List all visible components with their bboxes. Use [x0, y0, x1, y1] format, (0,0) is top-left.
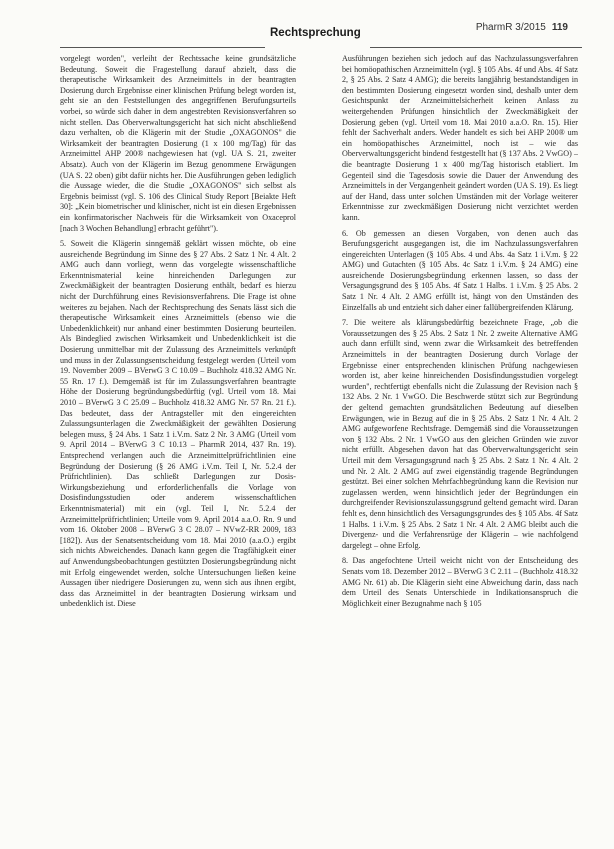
journal-issue: PharmR 3/2015 [475, 22, 546, 33]
paragraph: 5. Soweit die Klägerin sinngemäß geklärt wissen möchte, ob eine ausreichende Begründung im Sinne des § 27 Abs. 2 Satz 1 Nr. 4 Alt. 2 AMG auch dann vorliegt, wenn das vorgelegte wissenschaftliche Erkenntnismaterial keine hinreichenden Darlegungen zur Zweckmäßigkeit der beantragten Dosierung enthält, bedarf es hierzu nicht der Durchführung eines Revisionsverfahrens. Die Frage ist ohne weiteres zu bejahen. Nach der Rechtsprechung des Senats lässt sich die therapeutische Wirksamkeit eines Arzneimittels (ebenso wie die Unbedenklichkeit) nur anhand einer bestimmten Dosierung beurteilen. Als Bindeglied zwischen Wirksamkeit und Unbedenklichkeit ist die Dosierung unmittelbar mit der Zulassung des Arzneimittels verknüpft und muss in der Zulassungsentscheidung festgelegt werden (Urteil vom 19. November 2009 – BVerwG 3 C 10.09 – Buchholz 418.32 AMG Nr. 55 Rn. 17 f.). Demgemäß ist für im Zulassungsverfahren beantragte Höhe der Dosierung begründungsbedürftig (vgl. Urteil vom 18. Mai 2010 – BVerwG 3 C 25.09 – Buchholz 418.32 AMG Nr. 57 Rn. 21 f.). Das bedeutet, dass der Antragsteller mit den eingereichten Zulassungsunterlagen die Zweckmäßigkeit der gewählten Dosierung belegen muss, § 24 Abs. 1 Satz 1 i.V.m. Satz 2 Nr. 3 AMG (Urteil vom 9. April 2014 – BVerwG 3 C 10.13 – PharmR 2014, 437 Rn. 19). Entsprechend verlangen auch die Arzneimittelprüfrichtlinien eine Begründung der Dosierung (§ 26 AMG i.V.m. Teil I, Nr. 5.2.4 der Prüfrichtlinien). Das schließt Darlegungen zur Dosis-Wirkungsbeziehung und erforderlichenfalls die Vorlage von Dosisfindungsstudien oder anderem wissenschaftlichen Erkenntnismaterial) mit ein (vgl. Teil I, Nr. 5.2.4 der Arzneimittelprüfrichtlinien; Urteile vom 9. April 2014 a.a.O. Rn. 9 und vom 16. Oktober 2008 – BVerwG 3 C 28.07 – NVwZ-RR 2009, 183 [182]). Aus der Senatsentscheidung vom 18. Mai 2010 (a.a.O.) ergibt sich nichts Abweichendes. Danach kann gegen die Tragfähigkeit einer auf Anwendungsbeobachtungen gestützten Dosierungsbegründung nicht mit Erfolg eingewendet werden, solche Untersuchungen ließen keine Aussagen über niedrigere Dosierungen zu, wenn sich aus ihnen ergibt, dass das Arzneimittel in der beantragten Dosierung wirksam und unbedenklich ist. Diese [60, 239, 296, 609]
section-title: Rechtsprechung [270, 27, 361, 39]
header-rule-left [60, 47, 265, 48]
left-column [60, 54, 296, 839]
page-header [0, 0, 614, 48]
paragraph: 8. Das angefochtene Urteil weicht nicht von der Entscheidung des Senats vom 18. Dezember 2012 – BVerwG 3 C 2.11 – (Buchholz 418.32 AMG Nr. 61) ab. Die Klägerin sieht eine Abweichung darin, dass nach dem Urteil des Senats Unterschiede in Indikationsanspruch die Möglichkeit einer Bezugnahme nach § 105 [342, 556, 578, 608]
header-rule-right [370, 47, 582, 48]
paragraph: 6. Ob gemessen an diesen Vorgaben, von denen auch das Berufungsgericht ausgegangen ist, die im Nachzulassungsverfahren eingereichten Unterlagen (§ 105 Abs. 4 und Abs. 4a Satz 1 i.V.m. § 22 AMG) und Gutachten (§ 105 Abs. 4c Satz 1 i.V.m. § 24 AMG) eine ausreichende Dosierungsbegründung erkennen lassen, so dass der Versagungsgrund des § 105 Abs. 4f Satz 1 Halbs. 1 i.V.m. § 25 Abs. 2 Satz 1 Nr. 4 Alt. 2 AMG erfüllt ist, hängt von den Umständen des Einzelfalls ab und entzieht sich daher einer fallübergreifenden Klärung. [342, 228, 578, 312]
right-column [342, 54, 578, 839]
paragraph: Ausführungen beziehen sich jedoch auf das Nachzulassungsverfahren bei homöopathischen Arzneimitteln (vgl. § 105 Abs. 4f und Abs. 4f Satz 2, § 25 Abs. 2 Satz 4 AMG); die bereits langjährig bestandstandigen in den bestimmten Dosierung eingesetzt worden sind, deshalb unter dem Gesichtspunkt der Arzneimittelsicherheit keinen Anlass zu weitergehenden Prüfungen hinsichtlich der Zweckmäßigkeit der Dosierung geben (vgl. Urteil vom 18. Mai 2010 a.a.O. Rn. 15). Hier fehlt der Sachverhalt anders. Weder handelt es sich bei AHP 200® um ein homöopathisches Arzneimittel, noch ist – wie das Oberverwaltungsgericht bindend festgestellt hat (§ 137 Abs. 2 VwGO) – die beantragte Dosierung 1 x 400 mg/Tag historisch etabliert. Im Gegenteil sind die Tagesdosis sowie die Dauer der Anwendung des Arzneimittels in der Vergangenheit geändert worden (UA S. 19). Es liegt auf der Hand, dass unter solchen Umständen mit der Vorlage weiterer Erkenntnisse zur zweckmäßigen Dosierung nicht verzichtet werden kann. [342, 54, 578, 222]
page-number: 119 [551, 22, 568, 33]
paragraph: vorgelegt worden", verleiht der Rechtssache keine grundsätzliche Bedeutung. Soweit die Fragestellung darauf abzielt, dass die therapeutische Wirksamkeit des Arzneimittels in der beantragten Dosierung durch Ergebnisse einer klinischen Prüfung belegt worden ist, geht sie an den Feststellungen des angegriffenen Berufungsurteils vorbei, so würde sich daher in dem angestrebten Revisionsverfahren so nicht stellen. Das Oberverwaltungsgericht hat sich nicht abschließend dazu verhalten, ob die Klägerin mit der Studie „OXAGONOS" die Wirksamkeit der beantragten Dosierung (1 x 100 mg/Tag) für das Arzneimittel AHP 200® nachgewiesen hat (vgl. UA S. 21, zweiter Absatz). Auch von der Klägerin im Bezug genommene Erwägungen (UA S. 22 oben) gibt dafür nichts her. Die Ausführungen geben lediglich die Aussage wieder, die die Studie „OXAGONOS" sich selbst als Ergebnis beimisst (vgl. S. 106 des Clinical Study Report [Beiakte Heft 30]: „Kein biometrischer und klinischer, nicht ist ein diesen Ergebnissen ein konfirmatorischer Nachweis für die Wirksamkeit von Oxaceprol [nach 3 Wochen Behandlung] erbracht geführt"). [60, 54, 296, 233]
journal-reference [476, 22, 568, 33]
paragraph: 7. Die weitere als klärungsbedürftig bezeichnete Frage, „ob die Voraussetzungen des § 25 Abs. 2 Satz 1 Nr. 2 zweite Alternative AMG auch dann erfüllt sind, wenn zwar die Wirksamkeit des betreffenden Arzneimittels in der beantragten Dosierung durch Vorlage der Ergebnisse einer entsprechenden klinischen Prüfung nachgewiesen worden ist, aber keine hinreichenden Dosisfindungsstudien vorgelegt wurden", rechtfertigt ebenfalls nicht die Zulassung der Revision nach § 132 Abs. 2 Nr. 1 VwGO. Die Beschwerde stützt sich zur Begründung der geltend gemachten grundsätzlichen Bedeutung auf dieselben Erwägungen, wie in Bezug auf die in § 25 Abs. 2 Satz 1 Nr. 4 Alt. 2 AMG aufgeworfene Rechtsfrage. Demgemäß sind die Voraussetzungen von § 132 Abs. 2 Nr. 1 VwGO aus den gleichen Gründen wie zuvor nicht erfüllt. Abgesehen davon hat das Oberverwaltungsgericht sein Urteil mit dem Versagungsgrund nach § 25 Abs. 2 Satz 1 Nr. 4 Alt. 2 und Nr. 2 Alt. 2 AMG auf zwei eigenständig tragende Begründungen gestützt. Bei einer solchen Mehrfachbegründung kann die Revision nur zugelassen werden, wenn hinsichtlich jeder der Begründungen ein durchgreifender Revisionszulassungsgrund geltend gemacht wird. Daran fehlt es, denn hinsichtlich des Versagungsgrundes des § 105 Abs. 4f Satz 1 Halbs. 1 i.V.m. § 25 Abs. 2 Satz 1 Nr. 4 Alt. 2 AMG bleibt auch die Divergenz- und die Verfahrensrüge der Klägerin – wie nachfolgend dargelegt – ohne Erfolg. [342, 318, 578, 550]
